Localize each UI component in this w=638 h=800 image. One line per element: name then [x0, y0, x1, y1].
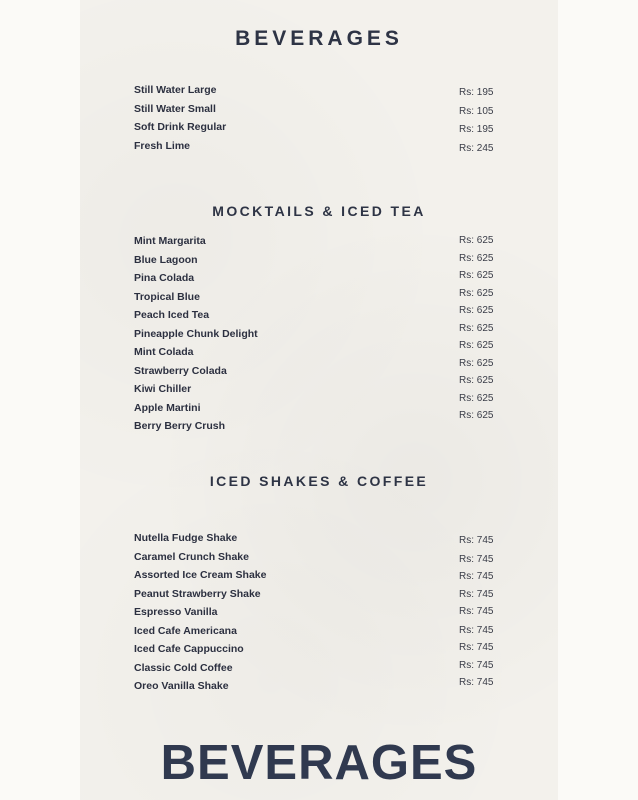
menu-item — [134, 532, 494, 551]
item-name: Espresso Vanilla — [134, 606, 218, 618]
item-name: Pineapple Chunk Delight — [134, 327, 258, 340]
item-name: Still Water Small — [134, 102, 216, 115]
menu-item — [134, 340, 494, 365]
menu-item — [134, 121, 494, 140]
item-price: Rs: 745 — [459, 588, 494, 600]
item-price: Rs: 745 — [459, 606, 494, 617]
menu-item — [134, 357, 494, 384]
item-price: Rs: 625 — [459, 252, 494, 264]
menu-item — [134, 625, 494, 644]
page-margin-right — [558, 0, 638, 800]
item-price: Rs: 625 — [459, 270, 494, 281]
menu-item — [134, 375, 494, 402]
item-price: Rs: 195 — [459, 87, 494, 98]
menu-item — [134, 235, 494, 254]
menu-item — [134, 588, 494, 607]
item-price: Rs: 745 — [459, 535, 494, 546]
item-name: Iced Cafe Americana — [134, 624, 237, 637]
item-name: Assorted Ice Cream Shake — [134, 569, 267, 581]
item-name: Mint Margarita — [134, 235, 206, 247]
section-heading-shakes: ICED SHAKES & COFFEE — [209, 473, 429, 489]
item-price: Rs: 195 — [459, 124, 494, 135]
item-name: Tropical Blue — [134, 290, 200, 303]
item-price: Rs: 625 — [459, 357, 494, 369]
menu-item — [134, 84, 494, 103]
item-price: Rs: 745 — [459, 571, 494, 582]
item-price: Rs: 745 — [459, 553, 494, 565]
item-price: Rs: 745 — [459, 642, 494, 653]
section-shakes — [134, 532, 494, 699]
item-name: Oreo Vanilla Shake — [134, 680, 229, 692]
section-mocktails — [134, 235, 494, 439]
menu-item — [134, 569, 494, 588]
item-price: Rs: 745 — [459, 677, 494, 688]
menu-item — [134, 677, 494, 699]
item-price: Rs: 245 — [459, 142, 494, 154]
menu-item — [134, 103, 494, 122]
menu-item — [134, 410, 494, 439]
menu-item — [134, 659, 494, 681]
section-basic-drinks — [134, 84, 494, 158]
item-name: Berry Berry Crush — [134, 420, 226, 432]
item-price: Rs: 625 — [459, 410, 494, 421]
section-heading-mocktails: MOCKTAILS & ICED TEA — [212, 203, 426, 219]
menu-item — [134, 140, 494, 159]
item-price: Rs: 625 — [459, 322, 494, 334]
footer-title: BEVERAGES — [160, 736, 478, 790]
item-name: Fresh Lime — [134, 139, 191, 152]
item-price: Rs: 745 — [459, 659, 494, 671]
page-margin-left — [0, 0, 80, 800]
item-name: Caramel Crunch Shake — [134, 550, 249, 563]
menu-title: BEVERAGES — [235, 27, 403, 50]
menu-item — [134, 272, 494, 291]
item-price: Rs: 625 — [459, 235, 494, 246]
item-name: Still Water Large — [134, 84, 217, 96]
menu-item — [134, 643, 494, 662]
item-name: Nutella Fudge Shake — [134, 532, 238, 544]
item-price: Rs: 625 — [459, 287, 494, 299]
item-name: Soft Drink Regular — [134, 121, 227, 133]
menu-item — [134, 551, 494, 570]
item-name: Apple Martini — [134, 401, 201, 414]
item-name: Strawberry Colada — [134, 364, 227, 377]
item-name: Mint Colada — [134, 346, 194, 358]
item-price: Rs: 625 — [459, 340, 494, 351]
menu-item — [134, 305, 494, 328]
item-price: Rs: 625 — [459, 375, 494, 386]
item-price: Rs: 625 — [459, 392, 494, 404]
menu-item — [134, 606, 494, 625]
menu-item — [134, 254, 494, 273]
item-name: Iced Cafe Cappuccino — [134, 643, 244, 655]
item-name: Peach Iced Tea — [134, 309, 210, 321]
item-price: Rs: 745 — [459, 624, 494, 636]
item-name: Peanut Strawberry Shake — [134, 587, 261, 600]
item-name: Pina Colada — [134, 272, 195, 284]
item-price: Rs: 105 — [459, 105, 494, 117]
menu-item — [134, 392, 494, 421]
item-name: Blue Lagoon — [134, 253, 198, 266]
item-name: Kiwi Chiller — [134, 383, 192, 395]
menu-item — [134, 322, 494, 347]
item-name: Classic Cold Coffee — [134, 661, 233, 674]
item-price: Rs: 625 — [459, 305, 494, 316]
menu-item — [134, 287, 494, 310]
